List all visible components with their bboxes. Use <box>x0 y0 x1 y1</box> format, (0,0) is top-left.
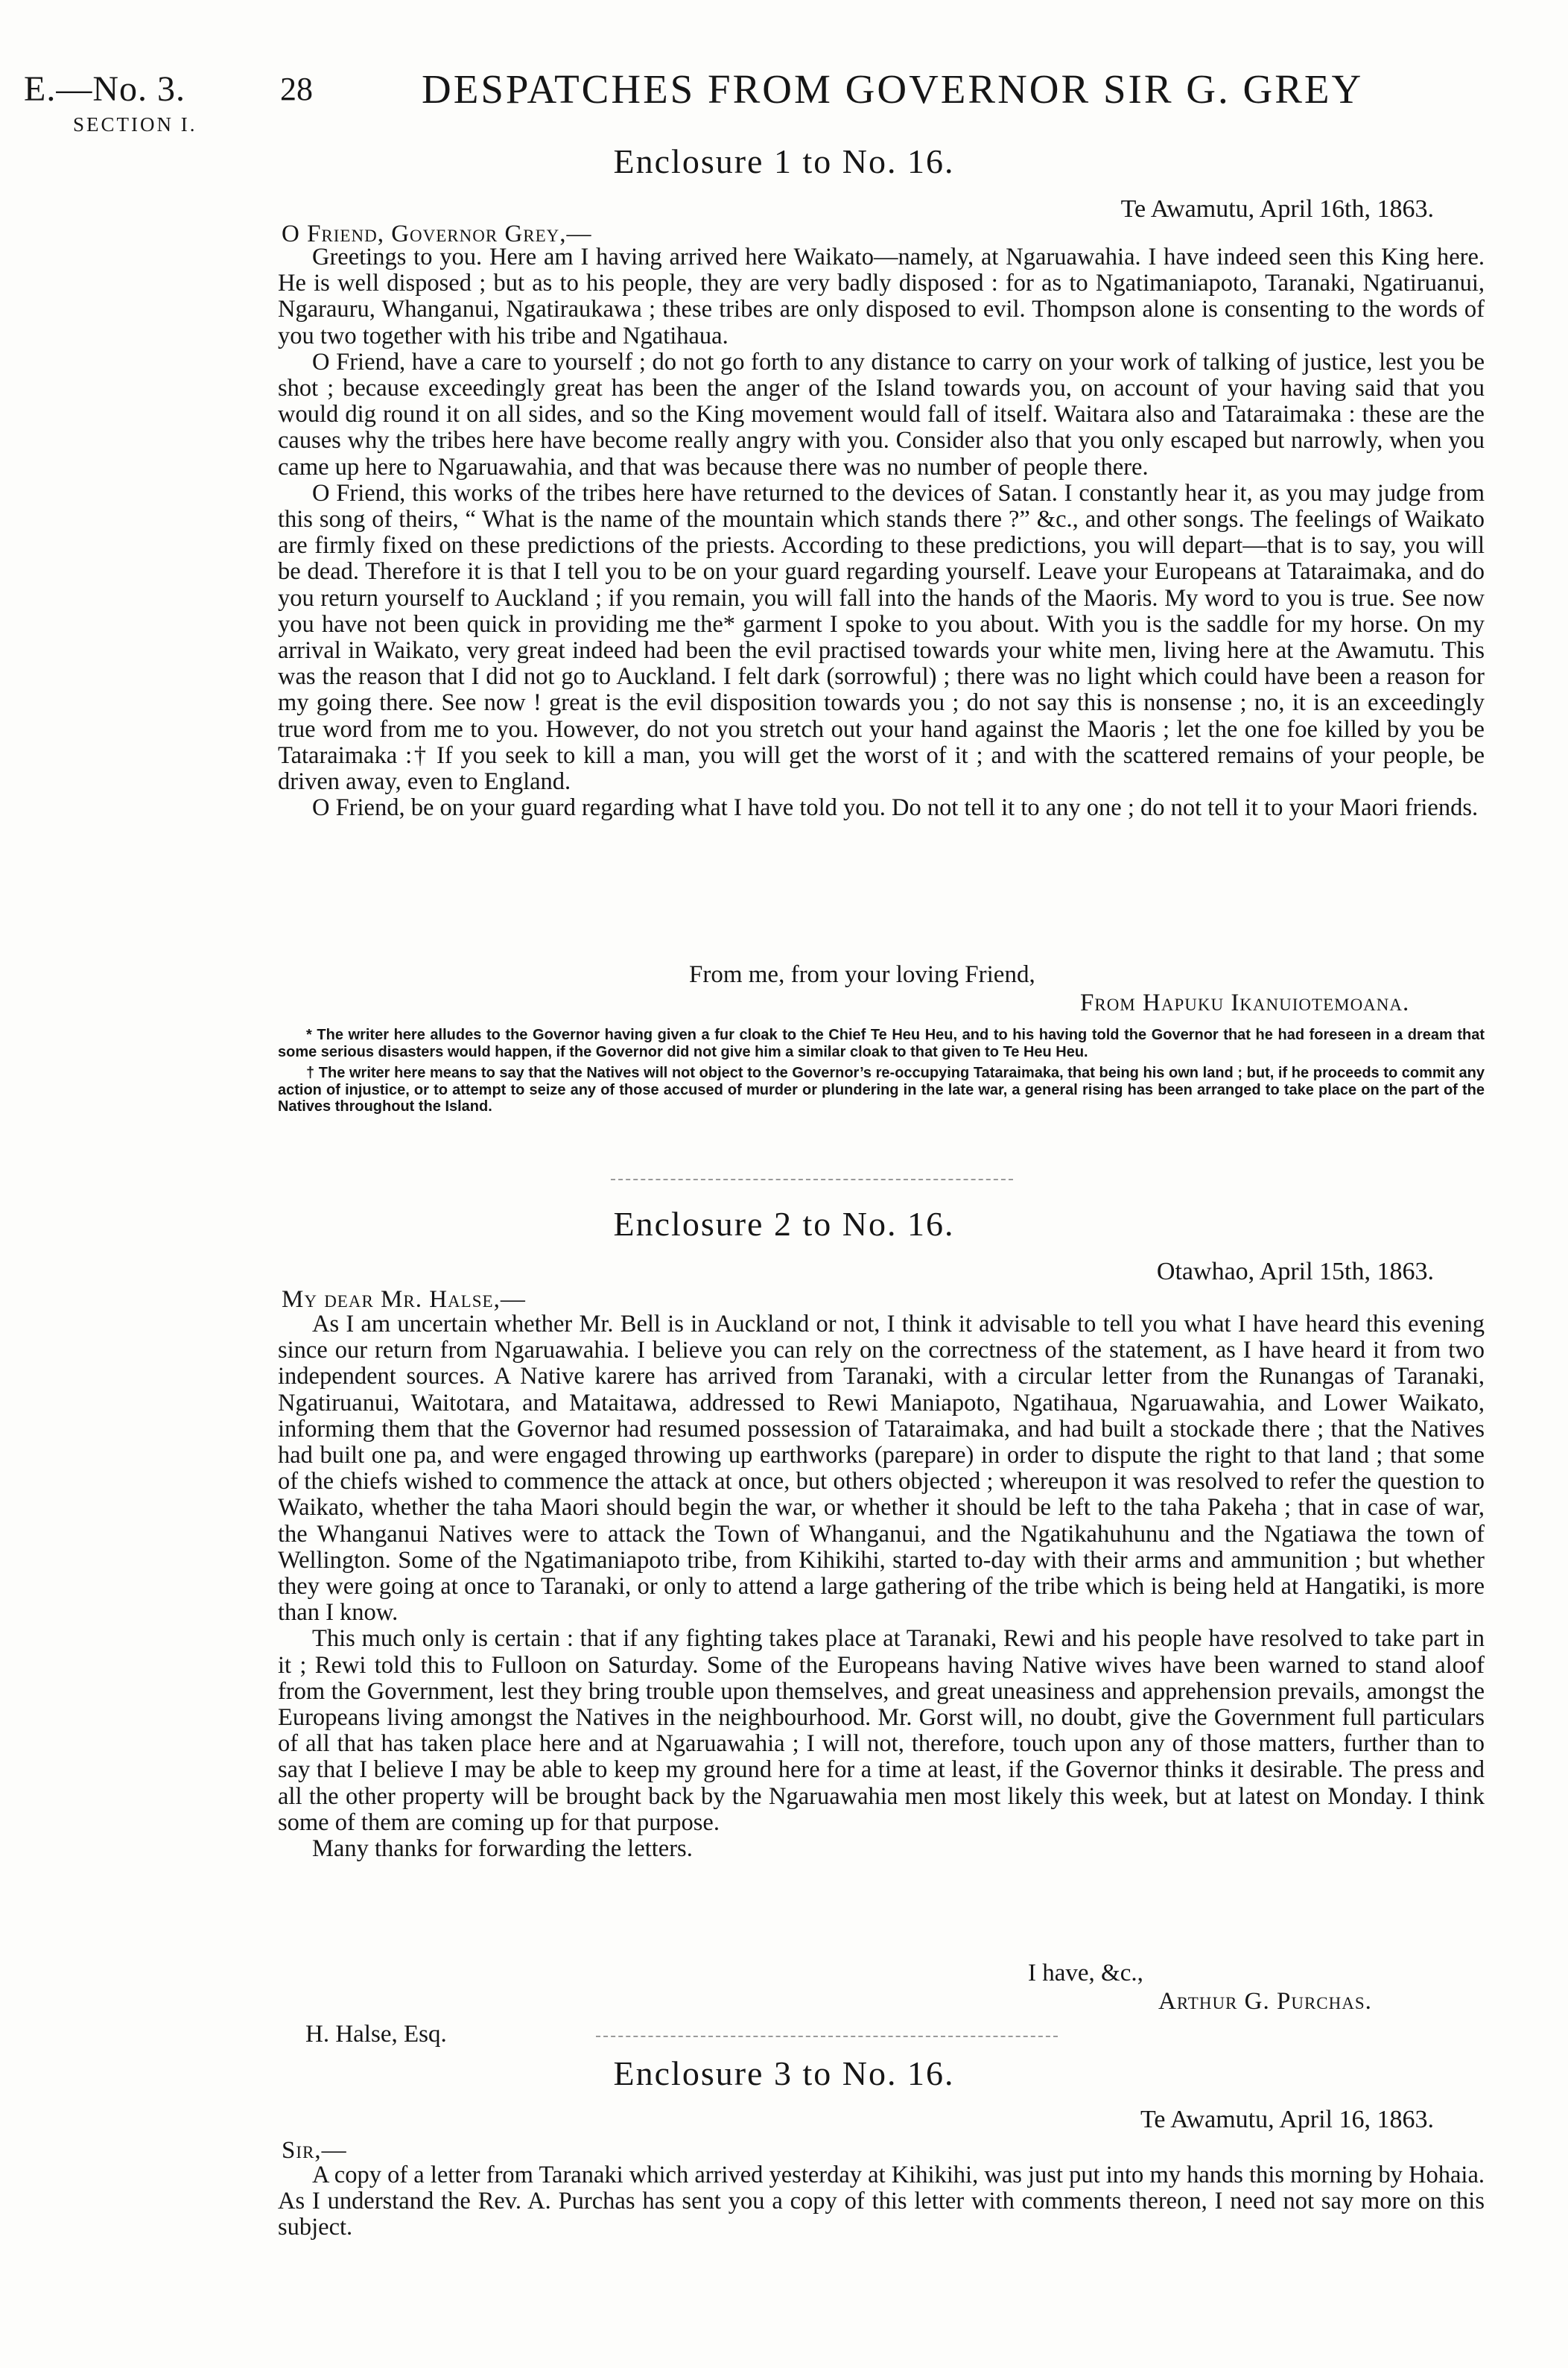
footnote: † The writer here means to say that the Natives will not object to the Governor’s re-occupying Tataraimaka, that being his own land ; but, if he proceeds to commit any action of injustice, or to attempt to seize any of those accused of murder or plundering in the late war, a general rising has been arranged to take place on the part of the Natives throughout the Island. <box>278 1065 1485 1115</box>
enclosure-1-title: Enclosure 1 to No. 16. <box>613 142 955 180</box>
paragraph: O Friend, be on your guard regarding what I have told you. Do not tell it to any one ; do not tell it to your Maori friends. <box>312 794 1479 822</box>
enclosure-2-addressee: H. Halse, Esq. <box>305 2021 447 2048</box>
section-label: SECTION I. <box>73 113 197 136</box>
enclosure-1-closing: From me, from your loving Friend, <box>689 961 1035 988</box>
footnote: * The writer here alludes to the Governor having given a fur cloak to the Chief Te Heu Heu, and to his having told the Governor that he had foreseen in a dream that some serious disasters would happen, if the Governor did not give him a similar cloak to that given to Te Heu Heu. <box>278 1027 1485 1060</box>
enclosure-3-dateline: Te Awamutu, April 16, 1863. <box>1140 2106 1434 2133</box>
enclosure-1-signature: From Hapuku Ikanuiotemoana. <box>1080 990 1410 1016</box>
enclosure-2-signature: Arthur G. Purchas. <box>1158 1988 1372 2015</box>
page-number: 28 <box>280 71 313 107</box>
section-divider <box>596 2036 1058 2037</box>
enclosure-3-body <box>278 2162 1485 2241</box>
enclosure-2-title: Enclosure 2 to No. 16. <box>613 1205 955 1243</box>
enclosure-3-salutation: Sir,— <box>282 2137 347 2164</box>
paragraph: Many thanks for forwarding the letters. <box>312 1835 693 1863</box>
document-reference: E.—No. 3. <box>24 69 185 109</box>
paragraph: A copy of a letter from Taranaki which arrived yesterday at Kihikihi, was just put into my hands this morning by Hohaia. As I understand the Rev. A. Purchas has sent you a copy of this letter with comments thereon, I need not say more on this subject. <box>278 2162 1485 2241</box>
enclosure-3-title: Enclosure 3 to No. 16. <box>613 2054 955 2092</box>
section-divider <box>611 1179 1013 1180</box>
enclosure-1-footnotes <box>278 1027 1485 1120</box>
enclosure-1-dateline: Te Awamutu, April 16th, 1863. <box>1120 195 1434 223</box>
paragraph: This much only is certain : that if any fighting takes place at Taranaki, Rewi and his people have resolved to take part in it ; Rewi told this to Fulloon on Saturday. Some of the Europeans having Native wives have been warned to stand aloof from the Government, lest they bring trouble upon themselves, and great uneasiness and apprehension prevails, amongst the Europeans living amongst the Natives in the neighbourhood. Mr. Gorst will, no doubt, give the Government full particulars of all that has taken place here and at Ngaruawahia ; I will not, therefore, touch upon any of those matters, further than to say that I believe I may be able to keep my ground here for a time at least, if the Governor thinks it desirable. The press and all the other property will be brought back by the Ngaruawahia men most likely this week, but at latest on Monday. I think some of them are coming up for that purpose. <box>278 1625 1485 1836</box>
enclosure-2-body <box>278 1311 1485 1862</box>
enclosure-1-salutation: O Friend, Governor Grey,— <box>282 221 592 247</box>
enclosure-1-body <box>278 244 1485 821</box>
enclosure-2-salutation: My dear Mr. Halse,— <box>282 1286 526 1313</box>
paragraph: O Friend, have a care to yourself ; do not go forth to any distance to carry on your work of talking of justice, lest you be shot ; because exceedingly great has been the anger of the Island towards you, on account of your having said that you would dig round it on all sides, and so the King movement would fall of itself. Waitara also and Tataraimaka : these are the causes why the tribes here have become really angry with you. Consider also that you only escaped but narrowly, when you came up here to Ngaruawahia, and that was because there was no number of people there. <box>278 348 1485 481</box>
paragraph: As I am uncertain whether Mr. Bell is in Auckland or not, I think it advisable to tell you what I have heard this evening since our return from Ngaruawahia. I believe you can rely on the correctness of the statement, as I have heard it from two independent sources. A Native karere has arrived from Taranaki, with a circular letter from the Runangas of Taranaki, Ngatiruanui, Waitotara, and Mataitawa, addressed to Rewi Maniapoto, Ngatihaua, Ngaruawahia, and Lower Waikato, informing them that the Governor had resumed possession of Tataraimaka, and had built a stockade there ; that the Natives had built one pa, and were engaged throwing up earthworks (parepare) in order to dispute the right to that land ; that some of the chiefs wished to commence the attack at once, but others objected ; whereupon it was resolved to refer the question to Waikato, whether the taha Maori should begin the war, or whether it should be left to the taha Pakeha ; that in case of war, the Whanganui Natives were to attack the Town of Whanganui, and the Ngatikahuhunu and the Ngatiawa the town of Wellington. Some of the Ngatimaniapoto tribe, from Kihikihi, started to-day with their arms and ammunition ; but whether they were going at once to Taranaki, or only to attend a large gathering of the tribe which is being held at Hangatiki, is more than I know. <box>278 1311 1485 1627</box>
enclosure-2-closing: I have, &c., <box>1028 1960 1143 1986</box>
paragraph: O Friend, this works of the tribes here have returned to the devices of Satan. I constantly hear it, as you may judge from this song of theirs, “ What is the name of the mountain which stands there ?” &c., and other songs. The feelings of Waikato are firmly fixed on these predictions of the priests. According to these predictions, you will depart—that is to say, you will be dead. Therefore it is that I tell you to be on your guard regarding yourself. Leave your Europeans at Tataraimaka, and do you return yourself to Auckland ; if you remain, you will fall into the hands of the Maoris. My word to you is true. See now you have not been quick in providing me the* garment I spoke to you about. With you is the saddle for my horse. On my arrival in Waikato, very great indeed had been the evil practised towards your white men, living here at the Awamutu. This was the reason that I did not go to Auckland. I felt dark (sorrowful) ; there was no light which could have been a reason for my going there. See now ! great is the evil disposition towards you ; do not say this is nonsense ; no, it is an exceedingly true word from me to you. However, do not you stretch out your hand against the Maoris ; let the one foe killed by you be Tataraimaka :† If you seek to kill a man, you will get the worst of it ; and with the scattered remains of your people, be driven away, even to England. <box>278 479 1485 796</box>
running-title: DESPATCHES FROM GOVERNOR SIR G. GREY <box>422 66 1364 112</box>
enclosure-2-dateline: Otawhao, April 15th, 1863. <box>1156 1258 1434 1285</box>
paragraph: Greetings to you. Here am I having arrived here Waikato—namely, at Ngaruawahia. I have indeed seen this King here. He is well disposed ; but as to his people, they are very badly disposed : for as to Ngatimaniapoto, Taranaki, Ngatiruanui, Ngarauru, Whanganui, Ngatiraukawa ; these tribes are only disposed to evil. Thompson alone is consenting to the words of you two together with his tribe and Ngatihaua. <box>278 244 1485 349</box>
